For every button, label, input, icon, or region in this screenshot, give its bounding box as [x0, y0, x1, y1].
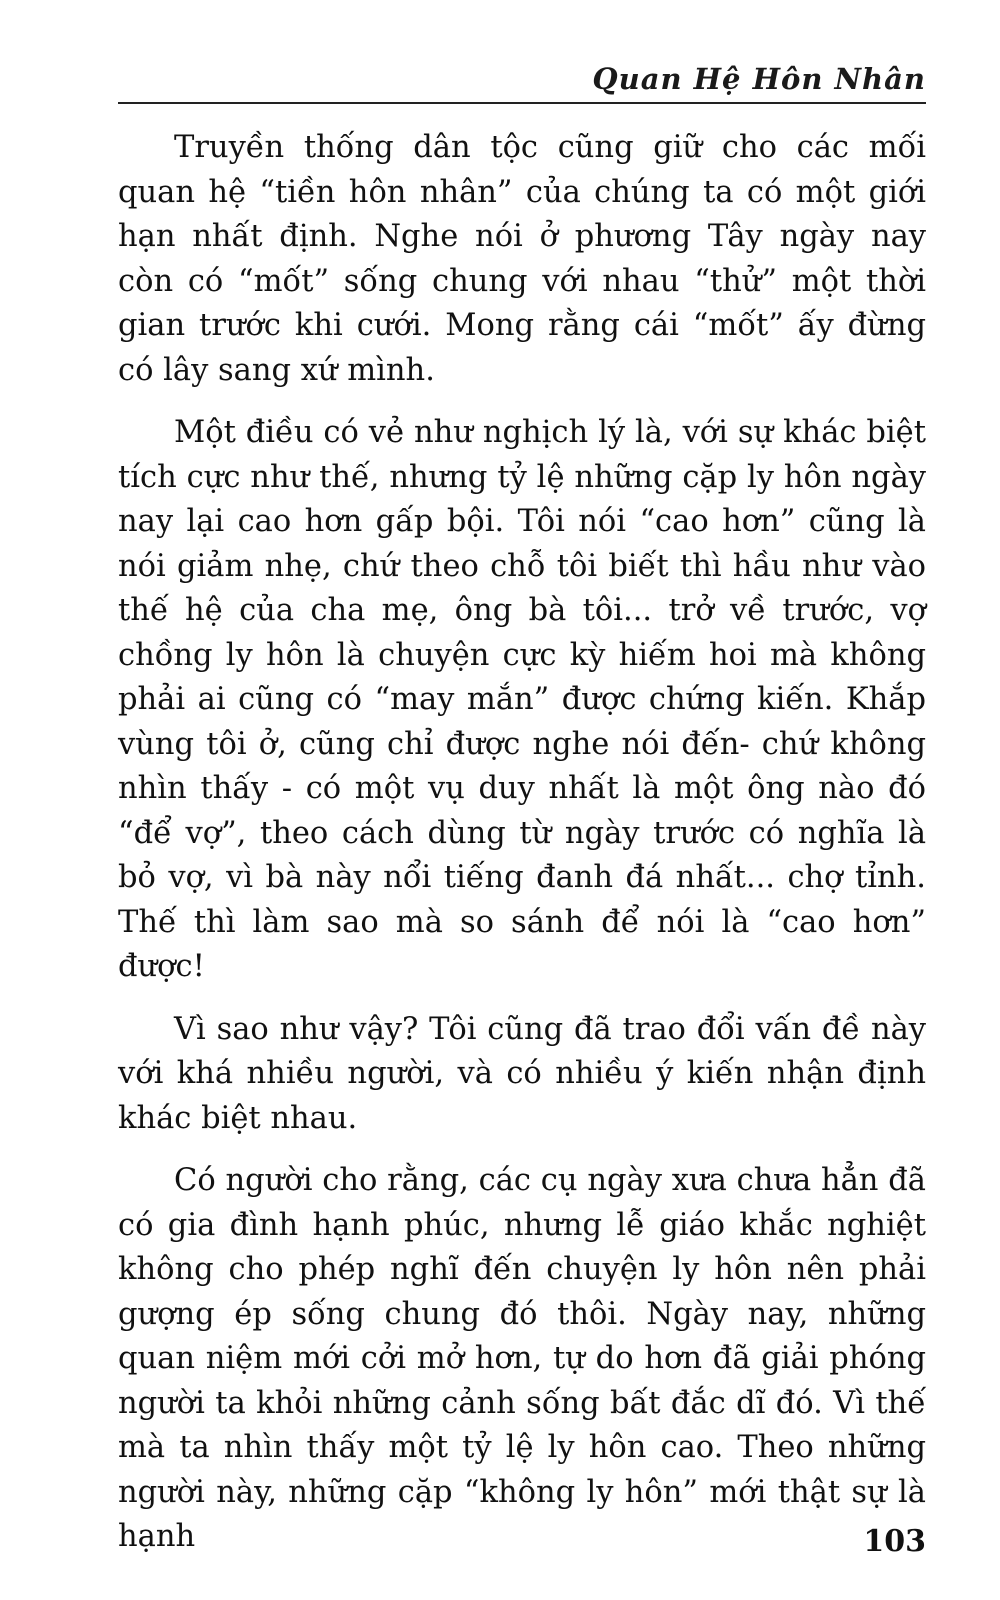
paragraph-3: Vì sao như vậy? Tôi cũng đã trao đổi vấn đề này với khá nhiều người, và có nhiều ý kiến nhận định khác biệt nhau.: [118, 1011, 926, 1136]
paragraph-2: Một điều có vẻ như nghịch lý là, với sự khác biệt tích cực như thế, nhưng tỷ lệ những cặp ly hôn ngày nay lại cao hơn gấp bội. Tôi nói “cao hơn” cũng là nói giảm nhẹ, chứ theo chỗ tôi biết thì hầu như vào thế hệ của cha mẹ, ông bà tôi... trở về trước, vợ chồng ly hôn là chuyện cực kỳ hiếm hoi mà không phải ai cũng có “may mắn” được chứng kiến. Khắp vùng tôi ở, cũng chỉ được nghe nói đến- chứ không nhìn thấy - có một vụ duy nhất là một ông nào đó “để vợ”, theo cách dùng từ ngày trước có nghĩa là bỏ vợ, vì bà này nổi tiếng đanh đá nhất... chợ tỉnh. Thế thì làm sao mà so sánh để nói là “cao hơn” được!: [118, 415, 926, 984]
running-title: Quan Hệ Hôn Nhân: [592, 62, 926, 96]
paragraph-4: Có người cho rằng, các cụ ngày xưa chưa hẳn đã có gia đình hạnh phúc, nhưng lễ giáo khắc nghiệt không cho phép nghĩ đến chuyện ly hôn nên phải gượng ép sống chung đó thôi. Ngày nay, những quan niệm mới cởi mở hơn, tự do hơn đã giải phóng người ta khỏi những cảnh sống bất đắc dĩ đó. Vì thế mà ta nhìn thấy một tỷ lệ ly hôn cao. Theo những người này, những cặp “không ly hôn” mới thật sự là hạnh: [118, 1163, 926, 1554]
page-number: 103: [863, 1524, 926, 1559]
paragraph-1: Truyền thống dân tộc cũng giữ cho các mối quan hệ “tiền hôn nhân” của chúng ta có một giới hạn nhất định. Nghe nói ở phương Tây ngày nay còn có “mốt” sống chung với nhau “thử” một thời gian trước khi cưới. Mong rằng cái “mốt” ấy đừng có lây sang xứ mình.: [118, 130, 926, 388]
body-text: [118, 126, 926, 1560]
running-header: [118, 56, 926, 104]
